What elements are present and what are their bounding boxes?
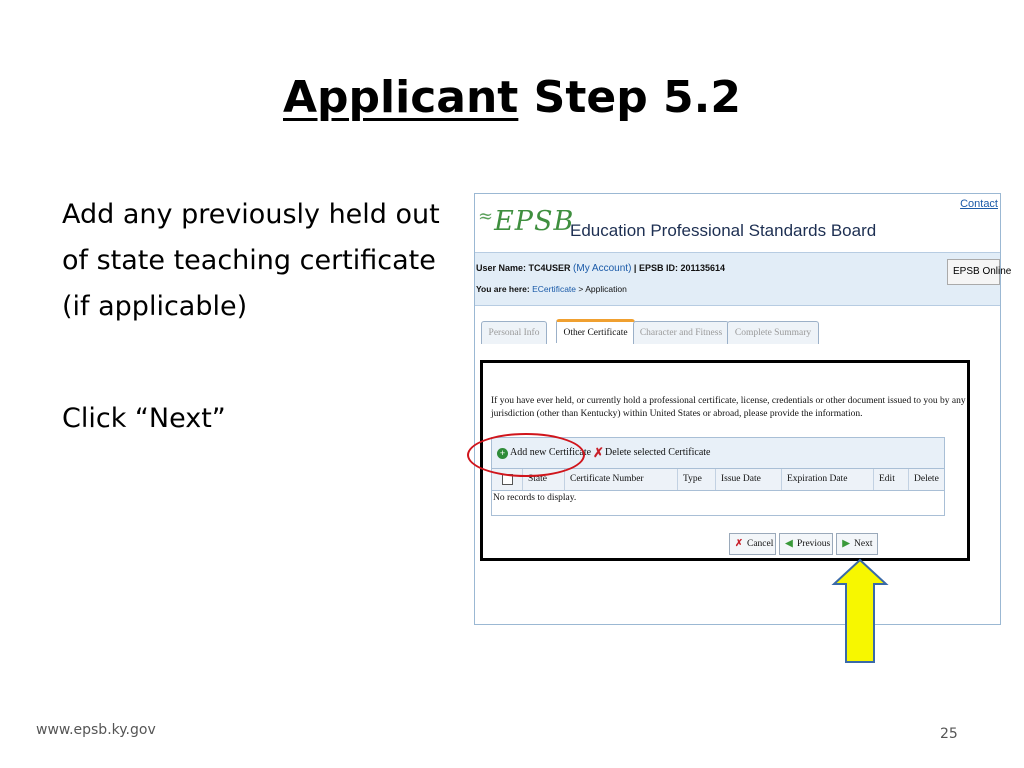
board-title: Education Professional Standards Board bbox=[570, 221, 877, 240]
col-delete: Delete bbox=[908, 469, 944, 490]
bullet-add-certificate: Add any previously held out of state teaching certificate (if applicable) bbox=[62, 199, 440, 322]
up-arrow-shape bbox=[834, 560, 886, 662]
delete-certificate-button[interactable]: Delete selected Certificate bbox=[605, 447, 711, 458]
previous-button[interactable]: ◀ Previous bbox=[779, 533, 833, 555]
col-expiration-date[interactable]: Expiration Date bbox=[781, 469, 873, 490]
tab-other-certificate[interactable]: Other Certificate bbox=[556, 319, 635, 343]
user-name: User Name: TC4USER bbox=[476, 263, 571, 273]
col-type[interactable]: Type bbox=[677, 469, 715, 490]
breadcrumb-current: > Application bbox=[576, 284, 627, 294]
col-issue-date[interactable]: Issue Date bbox=[715, 469, 781, 490]
title-rest: Step 5.2 bbox=[518, 72, 741, 123]
tab-character-fitness[interactable]: Character and Fitness bbox=[633, 321, 729, 344]
delete-icon[interactable]: ✗ bbox=[593, 445, 604, 460]
breadcrumb-link[interactable]: ECertificate bbox=[532, 284, 577, 294]
intro-text: If you have ever held, or currently hold a professional certificate, license, credentials or other document issued to you by any jurisdiction (other than Kentucky) within United States or abroad, please provide the information. bbox=[491, 396, 966, 419]
col-edit: Edit bbox=[873, 469, 908, 490]
arrow-left-icon: ◀ bbox=[785, 539, 793, 549]
leaf-icon: ≈ bbox=[478, 206, 495, 227]
epsb-logo: ≈EPSB bbox=[478, 206, 575, 237]
cancel-icon: ✗ bbox=[735, 539, 743, 549]
breadcrumb-label: You are here: bbox=[476, 284, 530, 294]
epsb-id: | EPSB ID: 201135614 bbox=[633, 263, 725, 273]
epsb-online-button[interactable]: EPSB Online bbox=[947, 259, 1000, 285]
next-button[interactable]: ▶ Next bbox=[836, 533, 878, 555]
add-icon[interactable]: + bbox=[497, 448, 508, 459]
add-certificate-button[interactable]: Add new Certificate bbox=[510, 447, 592, 458]
title-underlined: Applicant bbox=[283, 72, 519, 123]
tab-personal-info[interactable]: Personal Info bbox=[481, 321, 547, 344]
bullet-click-next: Click “Next” bbox=[62, 403, 226, 434]
footer-url: www.epsb.ky.gov bbox=[36, 722, 156, 738]
page-number: 25 bbox=[940, 726, 958, 742]
tab-complete-summary[interactable]: Complete Summary bbox=[727, 321, 819, 344]
my-account-link[interactable]: (My Account) bbox=[573, 263, 632, 274]
arrow-right-icon: ▶ bbox=[842, 539, 850, 549]
cancel-button[interactable]: ✗ Cancel bbox=[729, 533, 776, 555]
col-state[interactable]: State bbox=[522, 469, 564, 490]
contact-link[interactable]: Contact bbox=[960, 198, 998, 210]
empty-row: No records to display. bbox=[493, 493, 577, 503]
col-certificate-number[interactable]: Certificate Number bbox=[564, 469, 677, 490]
